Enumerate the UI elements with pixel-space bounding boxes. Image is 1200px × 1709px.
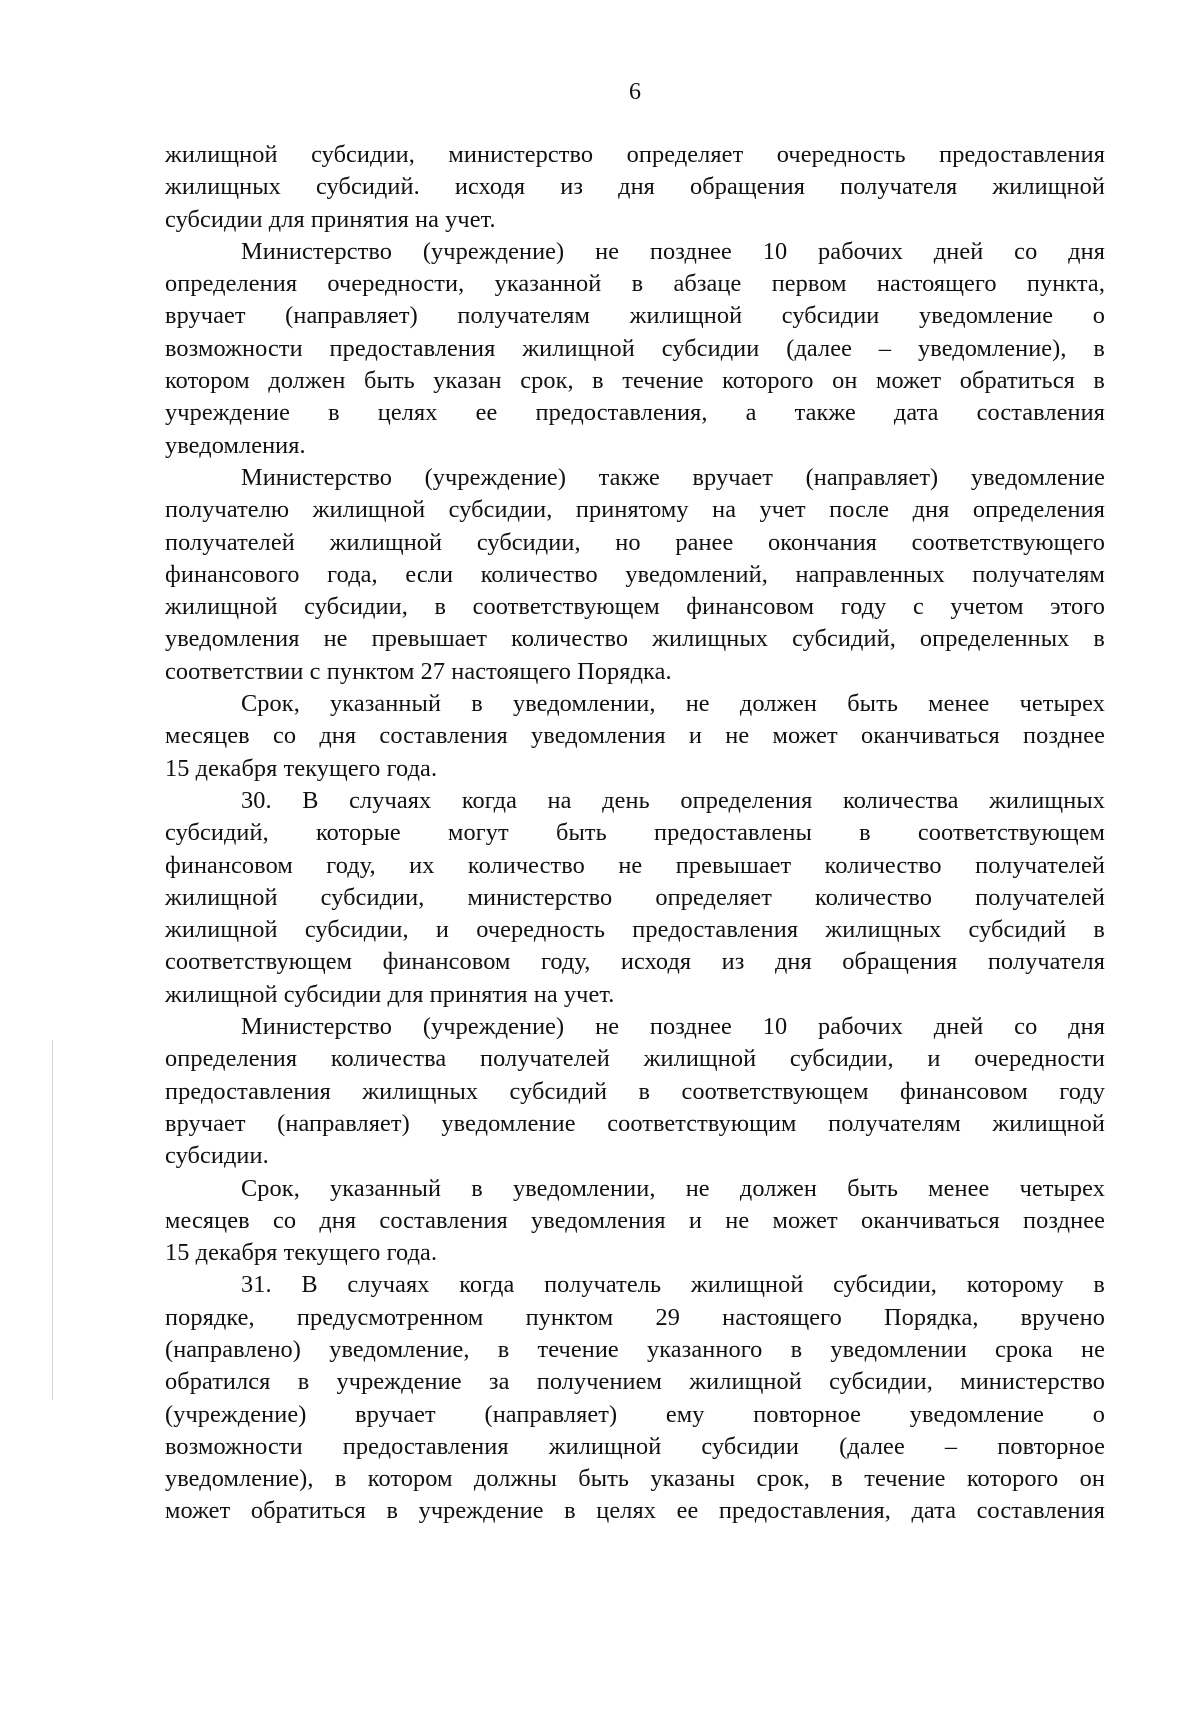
text-line: возможности предоставления жилищной субсидии (далее – уведомление), в <box>165 334 1105 362</box>
text-line: месяцев со дня составления уведомления и не может оканчиваться позднее <box>165 1206 1105 1234</box>
text-line: обратился в учреждение за получением жилищной субсидии, министерство <box>165 1368 1105 1396</box>
text-line: жилищной субсидии, министерство определяет очередность предоставления <box>165 141 1105 168</box>
text-line: соответствии с пунктом 27 настоящего Порядка. <box>165 657 672 685</box>
text-line: вручает (направляет) уведомление соответствующим получателям жилищной <box>165 1109 1105 1137</box>
text-line: котором должен быть указан срок, в течение которого он может обратиться в <box>165 367 1105 395</box>
text-line: 15 декабря текущего года. <box>165 754 438 782</box>
text-line: получателю жилищной субсидии, принятому на учет после дня определения <box>165 496 1105 524</box>
text-line: возможности предоставления жилищной субсидии (далее – повторное <box>165 1432 1105 1460</box>
text-line: жилищной субсидии, и очередность предоставления жилищных субсидий в <box>165 916 1105 944</box>
text-line: предоставления жилищных субсидий в соответствующем финансовом году <box>165 1077 1105 1105</box>
text-line: жилищной субсидии, в соответствующем финансовом году с учетом этого <box>165 593 1105 621</box>
scan-artifact-line <box>52 1040 53 1400</box>
text-line: субсидии. <box>165 1142 269 1170</box>
text-line: может обратиться в учреждение в целях ее предоставления, дата составления <box>165 1497 1105 1525</box>
text-line: определения количества получателей жилищной субсидии, и очередности <box>165 1045 1105 1073</box>
document-body <box>165 139 1105 1528</box>
text-line: Срок, указанный в уведомлении, не должен быть менее четырех <box>241 1174 1105 1202</box>
text-line: уведомления не превышает количество жилищных субсидий, определенных в <box>165 625 1105 653</box>
page-number: 6 <box>629 79 641 105</box>
text-line: получателей жилищной субсидии, но ранее окончания соответствующего <box>165 528 1105 556</box>
text-line: субсидии для принятия на учет. <box>165 205 496 233</box>
text-line: жилищной субсидии, министерство определяет количество получателей <box>165 883 1105 911</box>
text-line: Министерство (учреждение) также вручает (направляет) уведомление <box>241 463 1105 491</box>
text-line: вручает (направляет) получателям жилищной субсидии уведомление о <box>165 302 1105 330</box>
text-line: соответствующем финансовом году, исходя из дня обращения получателя <box>165 948 1105 976</box>
text-line: Срок, указанный в уведомлении, не должен быть менее четырех <box>241 690 1105 718</box>
text-line: финансового года, если количество уведомлений, направленных получателям <box>165 560 1105 588</box>
text-line: (учреждение) вручает (направляет) ему повторное уведомление о <box>165 1400 1105 1428</box>
text-line: 30. В случаях когда на день определения количества жилищных <box>241 786 1105 814</box>
text-line: 31. В случаях когда получатель жилищной субсидии, которому в <box>241 1271 1105 1299</box>
text-line: субсидий, которые могут быть предоставлены в соответствующем <box>165 819 1105 847</box>
text-line: 15 декабря текущего года. <box>165 1239 438 1267</box>
text-line: уведомление), в котором должны быть указаны срок, в течение которого он <box>165 1465 1105 1493</box>
text-line: жилищных субсидий. исходя из дня обращения получателя жилищной <box>165 173 1105 201</box>
text-line: месяцев со дня составления уведомления и не может оканчиваться позднее <box>165 722 1105 750</box>
text-line: определения очередности, указанной в абзаце первом настоящего пункта, <box>165 270 1105 298</box>
text-line: (направлено) уведомление, в течение указанного в уведомлении срока не <box>165 1335 1105 1363</box>
text-line: уведомления. <box>165 431 306 459</box>
text-line: финансовом году, их количество не превышает количество получателей <box>165 851 1105 879</box>
text-line: Министерство (учреждение) не позднее 10 рабочих дней со дня <box>241 1013 1105 1041</box>
text-line: учреждение в целях ее предоставления, а также дата составления <box>165 399 1105 427</box>
text-line: порядке, предусмотренном пунктом 29 настоящего Порядка, вручено <box>165 1303 1105 1331</box>
text-line: жилищной субсидии для принятия на учет. <box>165 980 615 1008</box>
text-line: Министерство (учреждение) не позднее 10 рабочих дней со дня <box>241 237 1105 265</box>
